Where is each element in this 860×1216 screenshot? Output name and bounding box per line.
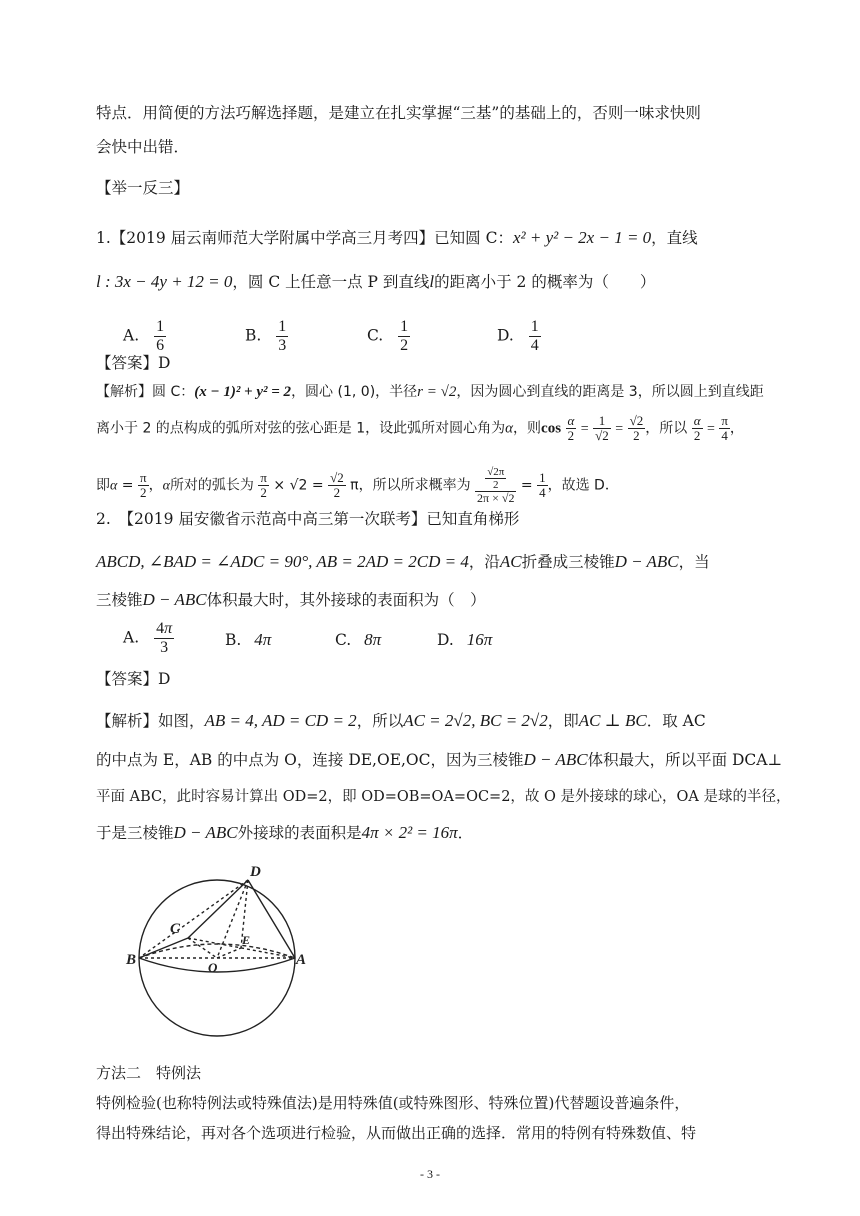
method2-paragraph-line-2: 得出特殊结论，再对各个选项进行检验，从而做出正确的选择．常用的特例有特殊数值、特: [96, 1124, 697, 1142]
label-b: B: [126, 952, 137, 968]
root2-over-2-b: $\frac{√2}{2}$: [330, 470, 344, 500]
intro-line-1: 特点．用简便的方法巧解选择题，是建立在扎实掌握“三基”的基础上的，否则一味求快则: [96, 104, 701, 122]
q2-option-a-value: $\frac{4\pi}{3}$: [156, 620, 173, 656]
q2-stem-line-2: ABCD, ∠BAD = ∠ADC = 90°, AB = 2AD = 2CD = 4，沿AC折叠成三棱锥D − ABC，当: [96, 552, 710, 571]
edge-dc: [188, 880, 248, 938]
alpha-over-2-b: $\frac{\alpha}{2}$: [693, 413, 701, 443]
q2-option-c: C. 8π: [335, 630, 382, 649]
q2-analysis-line-1: 【解析】如图，AB = 4, AD = CD = 2，所以AC = 2√2, BC = 2√2，即AC ⊥ BC．取 AC: [96, 711, 706, 730]
q1-option-d: D. $\frac{1}{4}$: [497, 318, 539, 354]
q1-line-equation: l : 3x − 4y + 12 = 0: [96, 272, 233, 291]
q1-option-c-fraction: $\frac{1}{2}$: [400, 318, 409, 354]
probability-fraction: $\frac{\frac{√2\pi}{2}}{2\pi \times √2}$: [477, 466, 515, 505]
q1-l: l: [429, 272, 435, 291]
q1-stem-line-2: [96, 272, 655, 292]
pi-over-2-b: $\frac{\pi}{2}$: [260, 470, 267, 500]
q1-analysis-line-1: 【解析】圆 C：(x − 1)² + y² = 2，圆心 (1, 0)，半径r = √2，因为圆心到直线的距离是 3，所以圆上到直线距: [96, 384, 764, 400]
label-d: D: [250, 864, 261, 880]
q1-stem-tail: 的距离小于 2 的概率为（ ）: [434, 273, 656, 291]
page-number: - 3 -: [420, 1167, 440, 1181]
q2-analysis-line-2: 的中点为 E，AB 的中点为 O，连接 DE,OE,OC，因为三棱锥D − ABC体积最大，所以平面 DCA⊥: [96, 750, 783, 769]
sphere-pyramid-figure: [128, 858, 318, 1058]
label-c: C: [170, 921, 181, 937]
root2-over-2: $\frac{√2}{2}$: [629, 413, 644, 443]
q1-option-b: B. $\frac{1}{3}$: [245, 318, 287, 354]
q2-option-b: B. 4π: [225, 630, 272, 649]
q1-stem-line-1: [96, 228, 698, 248]
q2-option-a: A. $\frac{4\pi}{3}$: [123, 620, 173, 656]
q1-after-eq: ，直线: [651, 229, 698, 247]
q1-option-a-fraction: $\frac{1}{6}$: [156, 318, 165, 354]
q2-analysis-line-3: 平面 ABC，此时容易计算出 OD=2，即 OD=OB=OA=OC=2，故 O 是外接球的球心，OA 是球的半径，: [96, 789, 791, 805]
q1-answer: 【答案】D: [96, 354, 171, 372]
q1-stem-rest: ，圆 C 上任意一点 P 到直线: [232, 273, 430, 291]
q1-analysis-line-3: 即α = $\frac{\pi}{2}$ ，α所对的弧长为 $\frac{\pi}{2}$ × √2 = $\frac{√2}{2}$ π，所以所求概率为 $\frac{\frac{√2\pi}{2}}{2\pi \times √2}$ = $\frac{1}{4}$ ，故选 D．: [96, 466, 619, 505]
label-o: O: [208, 960, 218, 975]
q2-analysis-line-4: 于是三棱锥D − ABC外接球的表面积是4π × 2² = 16π．: [96, 823, 474, 842]
label-e: E: [242, 933, 251, 947]
alpha-over-2: $\frac{\alpha}{2}$: [567, 413, 575, 443]
q2-stem-line-3: 三棱锥D − ABC体积最大时，其外接球的表面积为（ ）: [96, 590, 486, 609]
q1-option-d-fraction: $\frac{1}{4}$: [530, 318, 539, 354]
q1-source: 1.【2019 届云南师范大学附属中学高三月考四】已知圆 C：: [96, 229, 513, 247]
section-heading: 【举一反三】: [96, 179, 190, 197]
one-over-root2: $\frac{1}{√2}$: [595, 413, 609, 443]
q1-option-a: A. $\frac{1}{6}$: [123, 318, 165, 354]
pi-over-2: $\frac{\pi}{2}$: [140, 470, 147, 500]
one-over-four: $\frac{1}{4}$: [539, 470, 546, 500]
q1-option-c: C. $\frac{1}{2}$: [367, 318, 409, 354]
q1-option-b-fraction: $\frac{1}{3}$: [278, 318, 287, 354]
q1-analysis-line-2: 离小于 2 的点构成的弧所对弦的弦心距是 1，设此弧所对圆心角为α，则cos $\frac{\alpha}{2}$ = $\frac{1}{√2}$ = $\frac{√2}{2}$ ，所以 $\frac{\alpha}{2}$ = $\frac{\pi}{4}$ ，: [96, 413, 744, 443]
pi-over-4: $\frac{\pi}{4}$: [721, 413, 728, 443]
method2-title: 方法二 特例法: [96, 1064, 202, 1082]
intro-line-2: 会快中出错．: [96, 138, 190, 156]
q2-stem-line-1: 2. 【2019 届安徽省示范高中高三第一次联考】已知直角梯形: [96, 510, 520, 528]
edge-da: [248, 880, 295, 958]
q1-circle-equation: x² + y² − 2x − 1 = 0: [512, 228, 652, 247]
q2-answer: 【答案】D: [96, 670, 171, 688]
label-a: A: [296, 952, 307, 968]
equator-back: [139, 944, 295, 958]
method2-paragraph-line-1: 特例检验(也称特例法或特殊值法)是用特殊值(或特殊图形、特殊位置)代替题设普遍条件，: [96, 1094, 690, 1112]
q2-option-d: D. 16π: [437, 630, 493, 649]
